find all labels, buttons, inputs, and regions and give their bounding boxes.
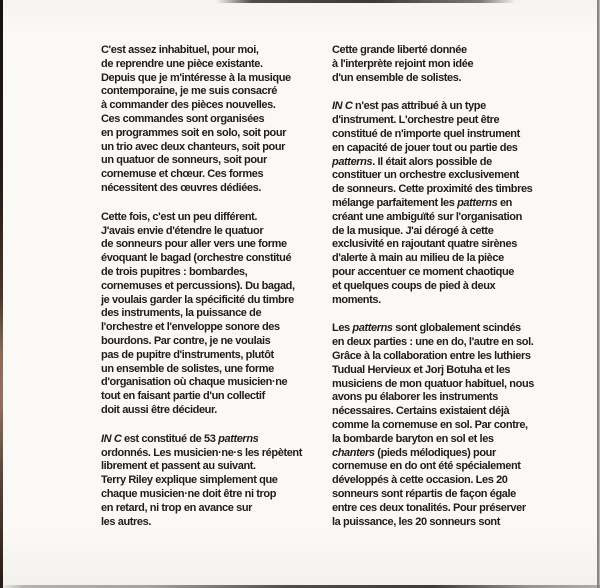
paragraph: IN C n'est pas attribué à un type d'instrument. L'orchestre peut être constitué de n'importe quel instrument en capacité de jouer tout ou partie des patterns. Il était alors possible de constituer un orchestre exclusivement de sonneurs. Cette proximité des timbres mélange parfaitement les patterns en créant une ambiguïté sur l'organisation de la musique. J'ai dérogé à cette exclusivité en rajoutant quatre sirènes d'alerte à main au milieu de la pièce pour accentuer ce moment chaotique et quelques coups de pied à deux moments. [332, 100, 533, 306]
paragraph: Les patterns sont globalement scindés en deux parties : une en do, l'autre en sol. Grâce à la collaboration entre les luthiers Tudual Hervieux et Jorj Botuha et les musiciens de mon quatuor habituel, nous avons pu élaborer les instruments nécessaires. Certains existaient déjà comme la cornemuse en sol. Par contre, la bombarde baryton en sol et les chanters (pieds mélodiques) pour cornemuse en do ont été spécialement développés à cette occasion. Les 20 sonneurs sont répartis de façon égale entre ces deux tonalités. Pour préserver la puissance, les 20 sonneurs sont [332, 322, 534, 528]
text-column-right [332, 44, 584, 544]
text-column-left [101, 44, 330, 544]
paragraph: Cette grande liberté donnée à l'interprète rejoint mon idée d'un ensemble de solistes. [332, 44, 474, 84]
page-top-edge-shadow [0, 0, 600, 3]
page-left-edge-shadow [0, 0, 3, 588]
paragraph: Cette fois, c'est un peu différent. J'avais envie d'étendre le quatuor de sonneurs pour aller vers une forme évoquant le bagad (orchestre constitué de trois pupitres : bombardes, cornemuses et percussions). Du bagad, je voulais garder la spécificité du timbre des instruments, la puissance de l'orchestre et l'enveloppe sonore des bourdons. Par contre, je ne voulais pas de pupitre d'instruments, plutôt un ensemble de solistes, une forme d'organisation où chaque musicien·ne tout en faisant partie d'un collectif doit aussi être décideur. [101, 210, 295, 416]
paragraph: C'est assez inhabituel, pour moi, de reprendre une pièce existante. Depuis que je m'intéresse à la musique contemporaine, je me suis consacré à commander des pièces nouvelles. Ces commandes sont organisées en programmes soit en solo, soit pour un trio avec deux chanteurs, soit pour un quatuor de sonneurs, soit pour cornemuse et chœur. Ces formes nécessitent des œuvres dédiées. [101, 44, 291, 194]
paragraph: IN C est constitué de 53 patterns ordonnés. Les musicien·ne·s les répètent librement et passent au suivant. Terry Riley explique simplement que chaque musicien·ne doit être ni trop en retard, ni trop en avance sur les autres. [101, 432, 303, 528]
